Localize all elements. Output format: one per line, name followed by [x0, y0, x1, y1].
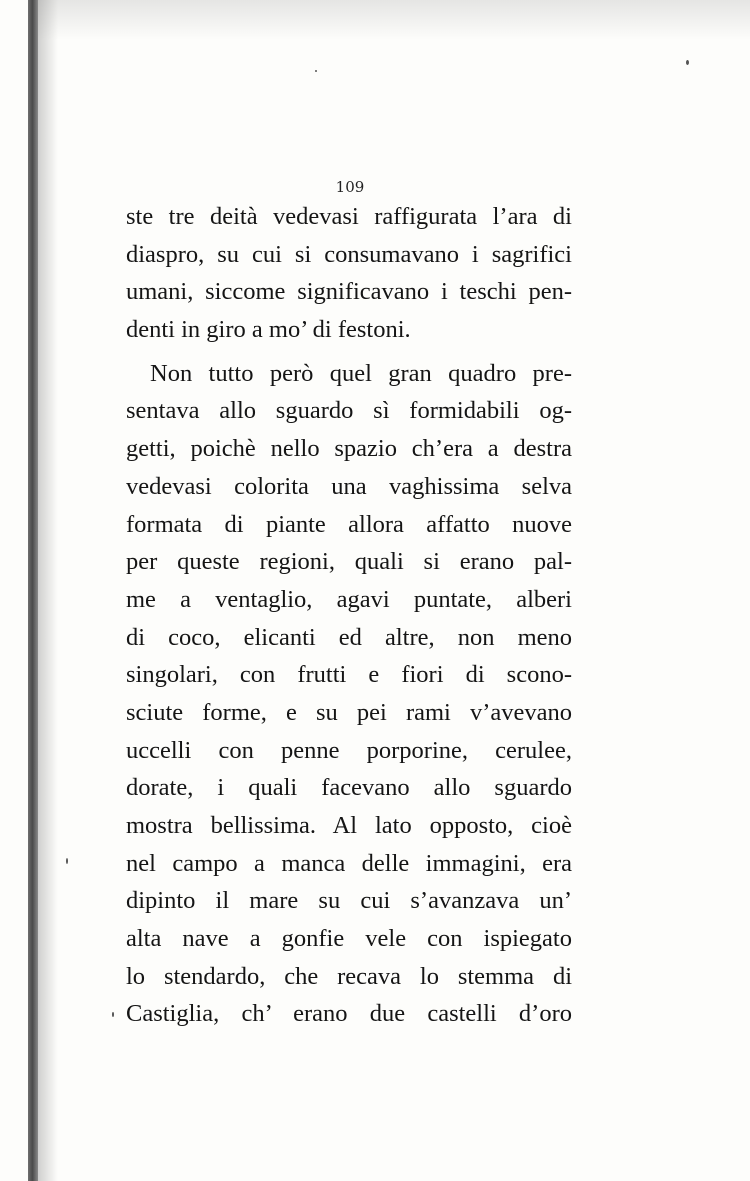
text-line: per queste regioni, quali si erano pal-	[126, 548, 572, 576]
scan-speck	[315, 70, 317, 72]
text-line: umani, siccome significavano i teschi pen-	[126, 278, 572, 306]
text-line: Castiglia, ch’ erano due castelli d’oro	[126, 1000, 572, 1028]
text-line: dorate, i quali facevano allo sguardo	[126, 774, 572, 802]
text-line: singolari, con frutti e fiori di scono-	[126, 661, 572, 689]
text-line: Non tutto però quel gran quadro pre-	[150, 359, 572, 387]
page-number: 109	[335, 178, 365, 196]
text-line: sentava allo sguardo sì formidabili og-	[126, 397, 572, 425]
text-line: diaspro, su cui si consumavano i sagrifici	[126, 240, 572, 268]
text-line: me a ventaglio, agavi puntate, alberi	[126, 585, 572, 613]
text-line: vedevasi colorita una vaghissima selva	[126, 472, 572, 500]
paragraph-1	[126, 198, 572, 349]
text-line: alta nave a gonfie vele con ispiegato	[126, 925, 572, 953]
scan-speck	[66, 858, 68, 864]
text-line: di coco, elicanti ed altre, non meno	[126, 623, 572, 651]
text-line: uccelli con penne porporine, cerulee,	[126, 736, 572, 764]
scan-speck	[112, 1012, 114, 1017]
text-line: getti, poichè nello spazio ch’era a destra	[126, 435, 572, 463]
text-line: sciute forme, e su pei rami v’avevano	[126, 698, 572, 726]
text-line: dipinto il mare su cui s’avanzava un’	[126, 887, 572, 915]
text-line: ste tre deità vedevasi raffigurata l’ara di	[126, 203, 572, 230]
text-line: formata di piante allora affatto nuove	[126, 510, 572, 538]
text-line: nel campo a manca delle immagini, era	[126, 849, 572, 877]
body-text	[126, 198, 572, 1033]
paragraph-2	[126, 355, 572, 1033]
text-line: lo stendardo, che recava lo stemma di	[126, 962, 572, 990]
text-line: denti in giro a mo’ di festoni.	[126, 316, 411, 344]
scan-edge-shading	[38, 0, 750, 40]
text-line: mostra bellissima. Al lato opposto, cioè	[126, 812, 572, 839]
scan-speck	[686, 60, 689, 65]
